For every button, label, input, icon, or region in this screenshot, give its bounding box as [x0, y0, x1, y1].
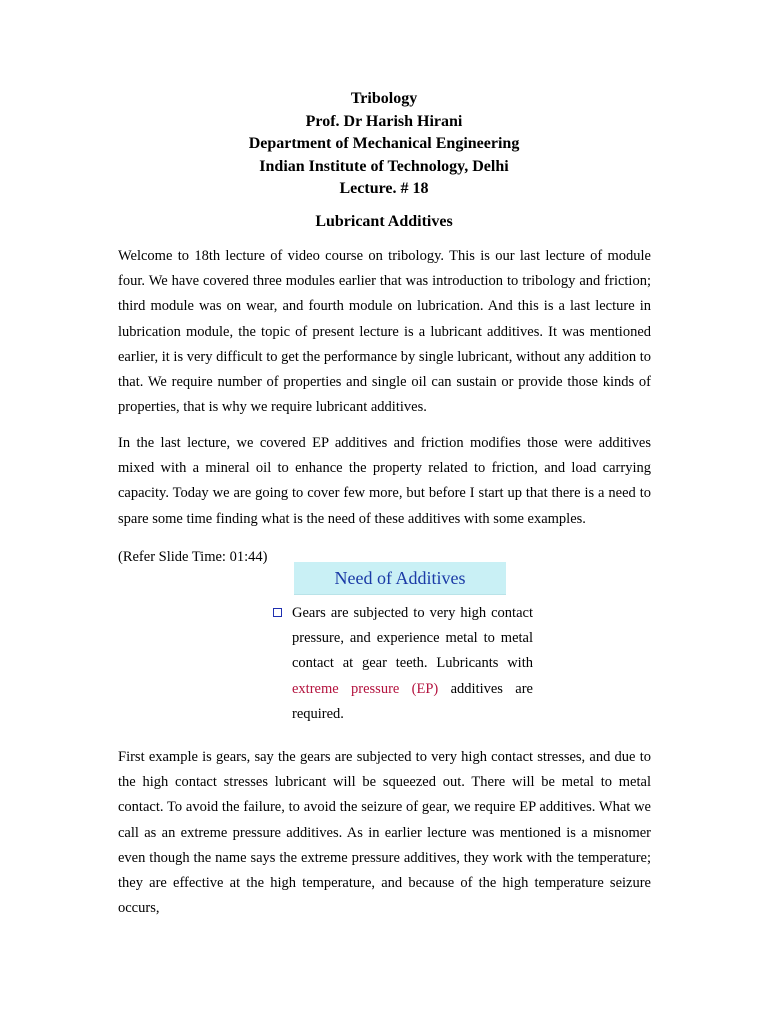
paragraph-intro: Welcome to 18th lecture of video course on tribology. This is our last lecture of module four. We have covered three modules earlier that was introduction to tribology and friction; third module was on wear, and fourth module on lubrication. And this is a last lecture in lubrication module, the topic of present lecture is a lubricant additives. It was mentioned earlier, it is very difficult to get the performance by single lubricant, without any addition to that. We require number of properties and single oil can sustain or provide those kinds of properties, that is why we require lubricant additives.: [118, 248, 651, 416]
bullet-text-after: additives are required.: [292, 680, 533, 722]
slide-title-banner: [294, 562, 506, 595]
course-title: Tribology: [350, 90, 418, 107]
bullet-text-before: Gears are subjected to very high contact pressure, and experience metal to metal contact at gear teeth. Lubricants with: [292, 605, 533, 672]
refer-slide-time: (Refer Slide Time: 01:44): [118, 549, 268, 565]
slide-title: Need of Additives: [334, 568, 466, 588]
paragraph-recap: In the last lecture, we covered EP additives and friction modifies those were additives mixed with a mineral oil to enhance the property related to friction, and load carrying capacity. Today we are going to cover few more, but before I start up that there is a need to spare some time finding what is the need of these additives with some examples.: [118, 435, 651, 527]
professor-name: Prof. Dr Harish Hirani: [305, 112, 463, 130]
department-name: Department of Mechanical Engineering: [248, 135, 520, 152]
slide-bullet-text: [292, 601, 533, 727]
hollow-square-bullet-icon: [273, 608, 282, 617]
institute-name: Indian Institute of Technology, Delhi: [259, 157, 509, 175]
lecture-header: [0, 88, 768, 201]
section-title: Lubricant Additives: [315, 213, 453, 230]
lecture-number: Lecture. # 18: [339, 180, 429, 197]
bullet-highlight-ep: extreme pressure (EP): [292, 680, 439, 697]
paragraph-gears-example: First example is gears, say the gears are subjected to very high contact stresses, and due to the high contact stresses lubricant will be squeezed out. There will be metal to metal contact. To avoid the failure, to avoid the seizure of gear, we require EP additives. What we call as an extreme pressure additives. As in earlier lecture was mentioned is a misnomer even though the name says the extreme pressure additives, they work with the temperature; they are effective at the high temperature, and because of the high temperature seizure occurs,: [118, 749, 651, 917]
